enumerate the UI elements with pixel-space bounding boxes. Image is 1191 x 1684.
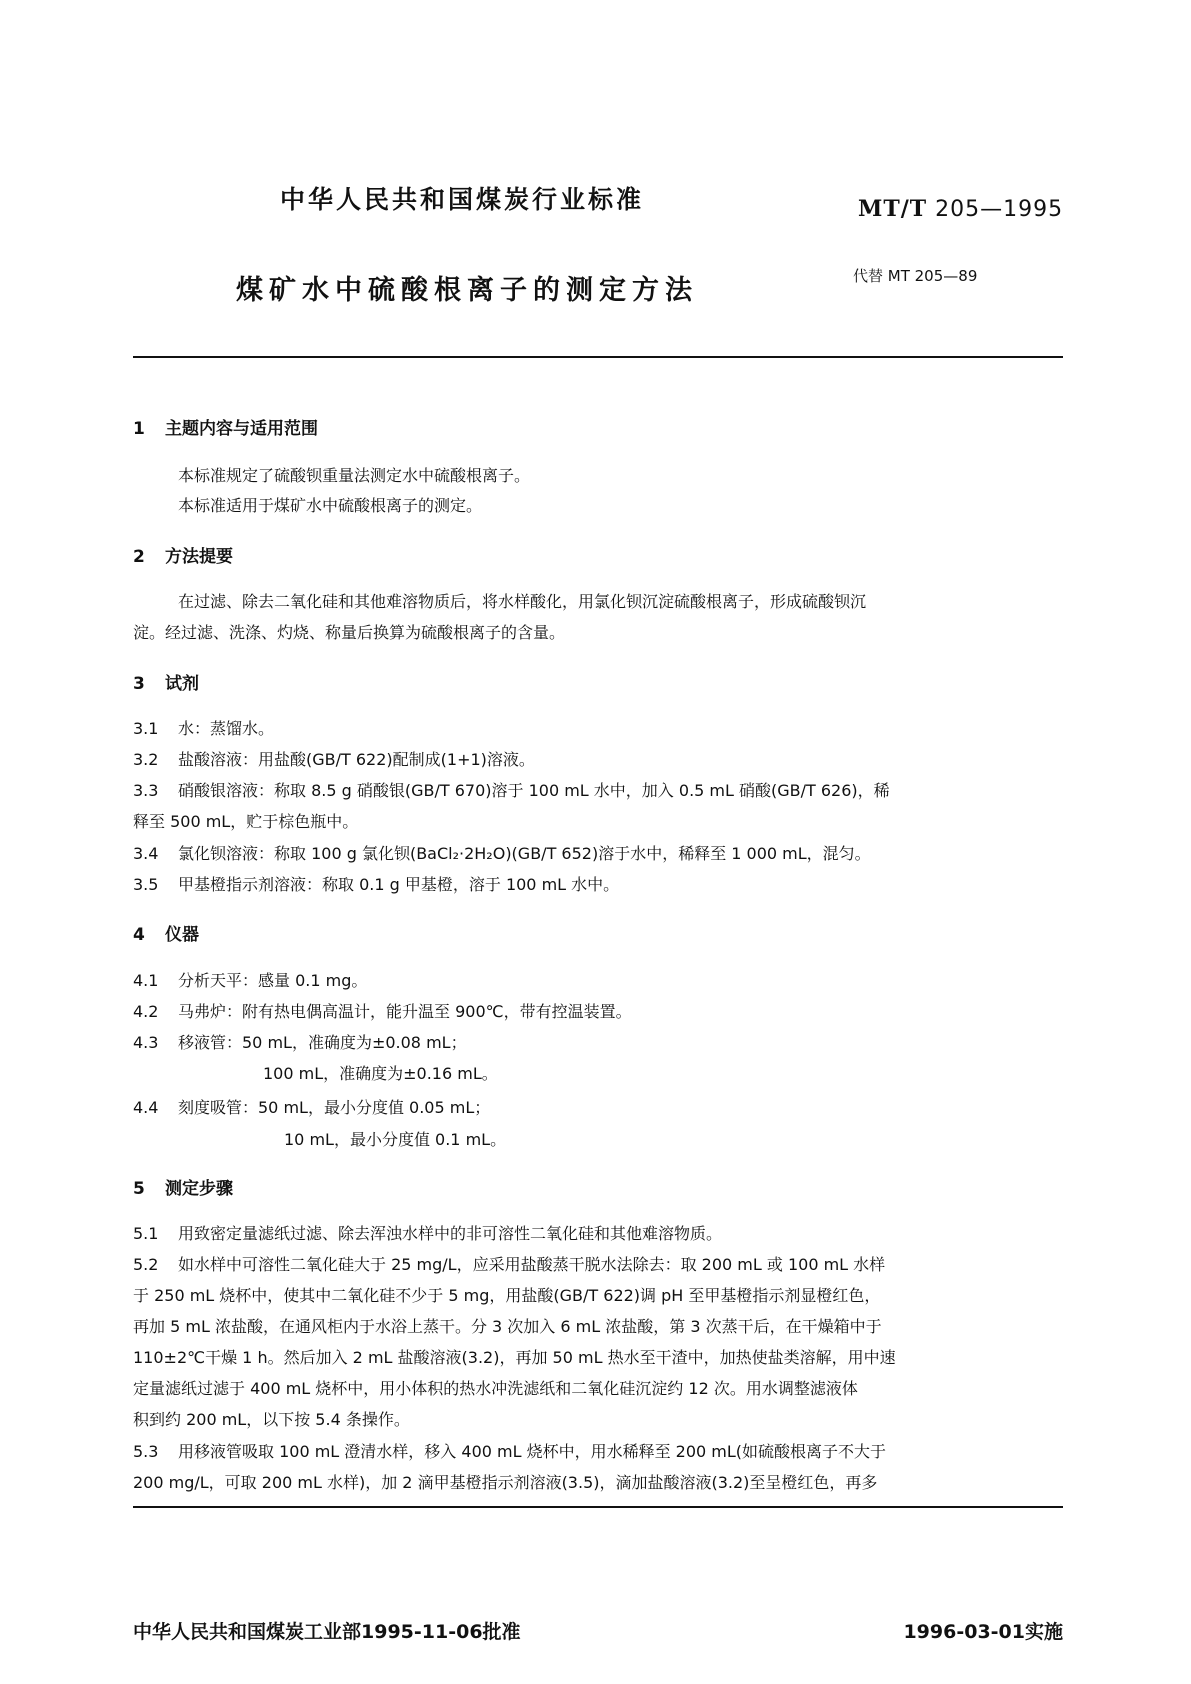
list-item-continuation: 10 mL，最小分度值 0.1 mL。: [284, 1130, 507, 1149]
standard-prefix: MT/T: [858, 196, 928, 222]
list-item-continuation: 于 250 mL 烧杯中，使其中二氧化硅不少于 5 mg，用盐酸(GB/T 622)调 pH 至甲基橙指示剂显橙红色，: [133, 1286, 881, 1305]
header-divider: [133, 356, 1063, 358]
list-item: 3.3 硝酸银溶液：称取 8.5 g 硝酸银(GB/T 670)溶于 100 mL 水中，加入 0.5 mL 硝酸(GB/T 626)，稀: [133, 781, 890, 800]
list-item: 5.3 用移液管吸取 100 mL 澄清水样，移入 400 mL 烧杯中，用水稀释至 200 mL(如硫酸根离子不大于: [133, 1442, 887, 1461]
list-item: 3.4 氯化钡溶液：称取 100 g 氯化钡(BaCl₂·2H₂O)(GB/T 652)溶于水中，稀释至 1 000 mL，混匀。: [133, 844, 871, 863]
list-item-continuation: 积到约 200 mL，以下按 5.4 条操作。: [133, 1410, 410, 1429]
list-item-continuation: 再加 5 mL 浓盐酸，在通风柜内于水浴上蒸干。分 3 次加入 6 mL 浓盐酸，第 3 次蒸干后，在干燥箱中于: [133, 1317, 882, 1336]
list-item: 4.4 刻度吸管：50 mL，最小分度值 0.05 mL；: [133, 1098, 491, 1117]
list-item: 4.1 分析天平：感量 0.1 mg。: [133, 971, 368, 990]
list-item: 3.5 甲基橙指示剂溶液：称取 0.1 g 甲基橙，溶于 100 mL 水中。: [133, 875, 620, 894]
list-item: 5.1 用致密定量滤纸过滤、除去浑浊水样中的非可溶性二氧化硅和其他难溶物质。: [133, 1224, 723, 1243]
standard-code: 205—1995: [935, 197, 1064, 222]
section-3-heading: 3 试剂: [133, 674, 199, 694]
list-item-continuation: 释至 500 mL，贮于棕色瓶中。: [133, 812, 359, 831]
list-item: 5.2 如水样中可溶性二氧化硅大于 25 mg/L，应采用盐酸蒸干脱水法除去：取 200 mL 或 100 mL 水样: [133, 1255, 886, 1274]
effective-date: 1996-03-01实施: [903, 1621, 1063, 1643]
list-item: 3.1 水：蒸馏水。: [133, 719, 275, 738]
section-2-heading: 2 方法提要: [133, 547, 233, 567]
list-item-continuation: 200 mg/L，可取 200 mL 水样)，加 2 滴甲基橙指示剂溶液(3.5)，滴加盐酸溶液(3.2)至呈橙红色，再多: [133, 1473, 878, 1492]
list-item-continuation: 100 mL，准确度为±0.16 mL。: [263, 1064, 498, 1083]
list-item: 4.3 移液管：50 mL，准确度为±0.08 mL；: [133, 1033, 467, 1052]
issuing-organization: 中华人民共和国煤炭行业标准: [280, 185, 645, 214]
document-title: 煤矿水中硫酸根离子的测定方法: [236, 275, 698, 306]
replaces-note: 代替 MT 205—89: [853, 267, 978, 285]
section-1-paragraph: 本标准适用于煤矿水中硫酸根离子的测定。: [178, 496, 483, 515]
list-item: 3.2 盐酸溶液：用盐酸(GB/T 622)配制成(1+1)溶液。: [133, 750, 535, 769]
footer-divider: [133, 1506, 1063, 1508]
section-1-heading: 1 主题内容与适用范围: [133, 419, 318, 439]
section-4-heading: 4 仪器: [133, 925, 199, 945]
approval-note: 中华人民共和国煤炭工业部1995-11-06批准: [133, 1621, 521, 1643]
list-item-continuation: 定量滤纸过滤于 400 mL 烧杯中，用小体积的热水冲洗滤纸和二氧化硅沉淀约 12 次。用水调整滤液体: [133, 1379, 858, 1398]
list-item-continuation: 110±2℃干燥 1 h。然后加入 2 mL 盐酸溶液(3.2)，再加 50 mL 热水至干渣中，加热使盐类溶解，用中速: [133, 1348, 896, 1367]
standard-number: [858, 196, 1063, 222]
section-1-paragraph: 本标准规定了硫酸钡重量法测定水中硫酸根离子。: [178, 466, 531, 485]
section-5-heading: 5 测定步骤: [133, 1179, 233, 1199]
section-2-paragraph: 在过滤、除去二氧化硅和其他难溶物质后，将水样酸化，用氯化钡沉淀硫酸根离子，形成硫酸钡沉: [178, 592, 867, 611]
section-2-paragraph: 淀。经过滤、洗涤、灼烧、称量后换算为硫酸根离子的含量。: [133, 623, 566, 642]
list-item: 4.2 马弗炉：附有热电偶高温计，能升温至 900℃，带有控温装置。: [133, 1002, 632, 1021]
